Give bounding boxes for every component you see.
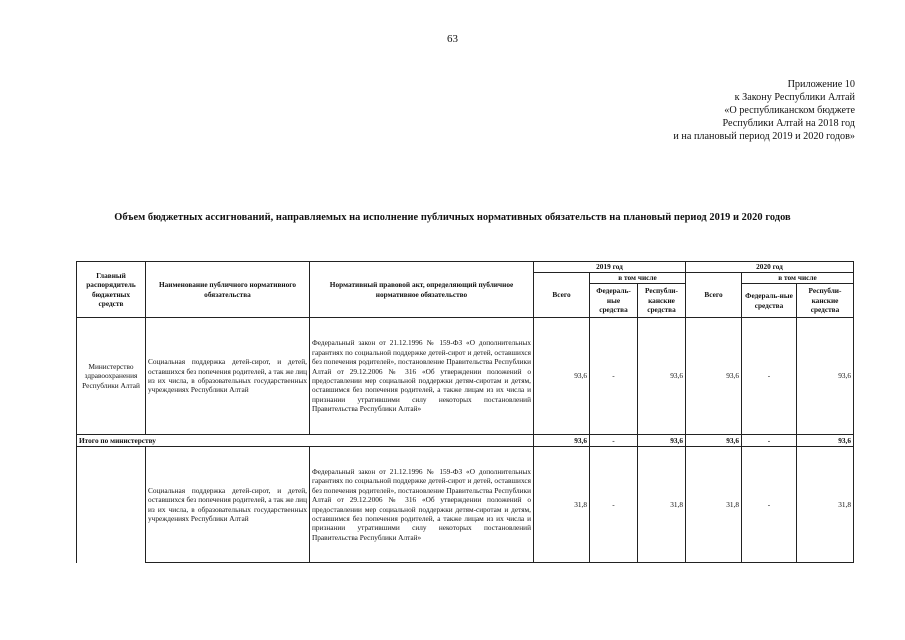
header-main-manager: Главный распорядитель бюджетных средств: [77, 262, 146, 318]
header-including-2019: в том числе: [590, 273, 686, 284]
federal-2020-cell: -: [742, 318, 797, 435]
header-republic-2020: Республи-канские средства: [797, 284, 854, 318]
appendix-line: «О республиканском бюджете: [724, 105, 855, 116]
legal-act-cell: Федеральный закон от 21.12.1996 № 159-ФЗ «О дополнительных гарантиях по социальной поддержке детей-сирот и детей, оставшихся без попечения родителей», постановление Правительства Республики Алтай от 29.12.2006 № 316 «Об утверждении положений о предоставлении мер социальной поддержки детям-сиротам и детям, оставшимся без попечения родителей, а также лицам из их числа и признании утратившими силу некоторых постановлений Правительства Республики Алтай»: [310, 318, 534, 435]
obligation-cell: Социальная поддержка детей-сирот, и детей, оставшихся без попечения родителей, а так же лиц из их числа, в образовательных государственных учреждениях Республики Алтай: [146, 318, 310, 435]
budget-table: [76, 261, 854, 563]
federal-2019-cell: -: [590, 447, 638, 563]
page-number: 63: [447, 33, 458, 45]
header-federal-2019: Федераль-ные средства: [590, 284, 638, 318]
republic-2019-cell: 31,8: [638, 447, 686, 563]
header-year-2019: 2019 год: [534, 262, 686, 273]
obligation-cell: Социальная поддержка детей-сирот, и детей, оставшихся без попечения родителей, а так же лиц из их числа, в образовательных государственных учреждениях Республики Алтай: [146, 447, 310, 563]
appendix-line: к Закону Республики Алтай: [734, 92, 855, 103]
total-2020-cell: 93,6: [686, 318, 742, 435]
ministry-cell: Министерство здравоохранения Республики Алтай: [77, 318, 146, 435]
appendix-line: Республики Алтай на 2018 год: [722, 118, 855, 129]
table-row: [77, 447, 854, 563]
subtotal-total-2020: 93,6: [686, 435, 742, 447]
appendix-line: и на плановый период 2019 и 2020 годов»: [673, 131, 855, 142]
header-federal-2020: Федераль-ные средства: [742, 284, 797, 318]
header-obligation-name: Наименование публичного нормативного обязательства: [146, 262, 310, 318]
document-title: Объем бюджетных ассигнований, направляемых на исполнение публичных нормативных обязательств на плановый период 2019 и 2020 годов: [114, 212, 791, 223]
table-row: [77, 318, 854, 435]
republic-2020-cell: 31,8: [797, 447, 854, 563]
appendix-block: [673, 78, 855, 143]
legal-act-cell: Федеральный закон от 21.12.1996 № 159-ФЗ «О дополнительных гарантиях по социальной поддержке детей-сирот и детей, оставшихся без попечения родителей», постановление Правительства Республики Алтай от 29.12.2006 № 316 «Об утверждении положений о предоставлении мер социальной поддержки детям-сиротам и детям, оставшимся без попечения родителей, а также лицам из их числа и признании утратившими силу некоторых постановлений Правительства Республики Алтай»: [310, 447, 534, 563]
federal-2019-cell: -: [590, 318, 638, 435]
header-total-2019: Всего: [534, 273, 590, 318]
republic-2019-cell: 93,6: [638, 318, 686, 435]
subtotal-row: [77, 435, 854, 447]
total-2020-cell: 31,8: [686, 447, 742, 563]
header-including-2020: в том числе: [742, 273, 854, 284]
total-2019-cell: 93,6: [534, 318, 590, 435]
subtotal-republic-2020: 93,6: [797, 435, 854, 447]
subtotal-federal-2020: -: [742, 435, 797, 447]
appendix-line: Приложение 10: [787, 79, 855, 90]
header-total-2020: Всего: [686, 273, 742, 318]
header-republic-2019: Республи-канские средства: [638, 284, 686, 318]
republic-2020-cell: 93,6: [797, 318, 854, 435]
header-year-2020: 2020 год: [686, 262, 854, 273]
header-legal-act: Нормативный правовой акт, определяющий публичное нормативное обязательство: [310, 262, 534, 318]
total-2019-cell: 31,8: [534, 447, 590, 563]
subtotal-label: Итого по министерству: [77, 435, 534, 447]
ministry-cell: [77, 447, 146, 563]
federal-2020-cell: -: [742, 447, 797, 563]
subtotal-republic-2019: 93,6: [638, 435, 686, 447]
subtotal-total-2019: 93,6: [534, 435, 590, 447]
subtotal-federal-2019: -: [590, 435, 638, 447]
